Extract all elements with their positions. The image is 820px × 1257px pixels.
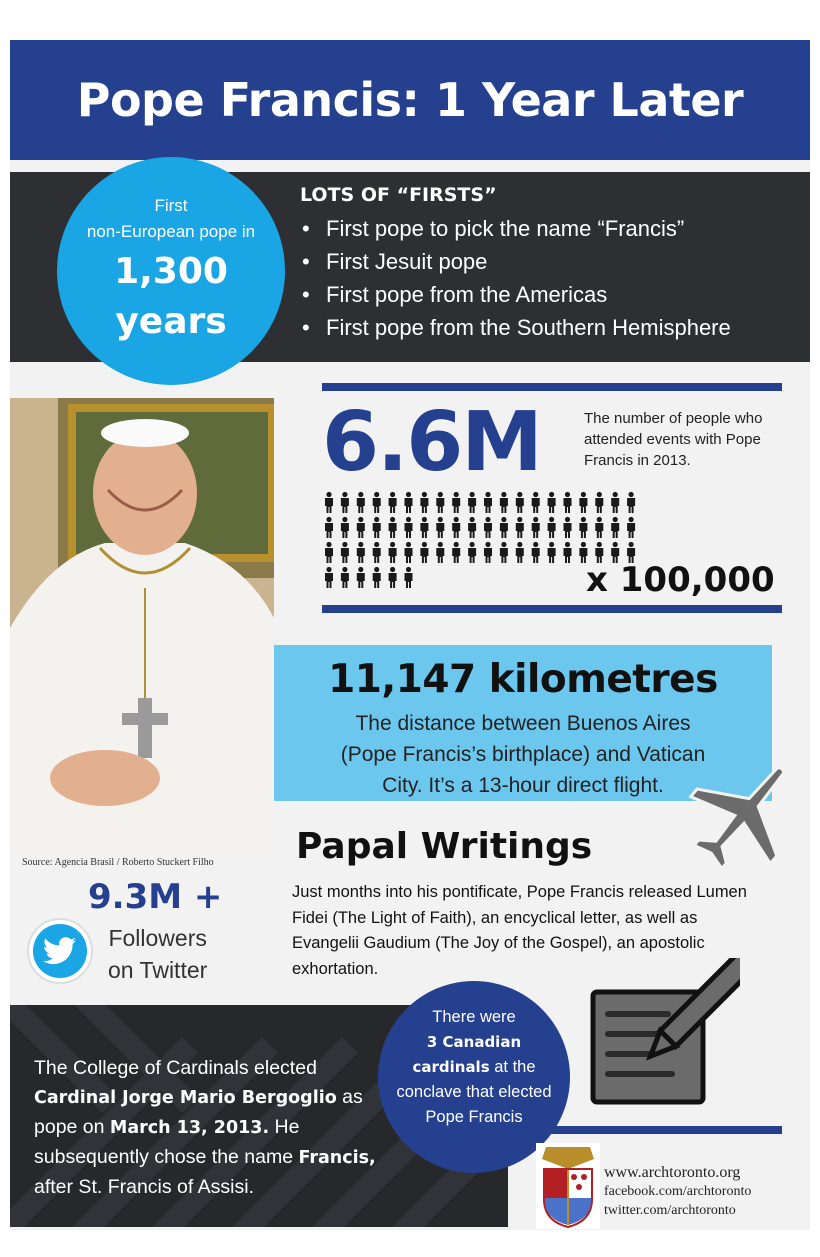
list-item: • First pope to pick the name “Francis” bbox=[302, 212, 731, 245]
person-icon bbox=[595, 492, 603, 513]
person-icon bbox=[548, 517, 556, 538]
circle-line-1: First bbox=[154, 196, 188, 215]
person-icon bbox=[564, 517, 572, 538]
facebook-link[interactable]: facebook.com/archtoronto bbox=[604, 1184, 752, 1199]
person-icon bbox=[627, 492, 635, 513]
person-icon bbox=[341, 542, 349, 563]
stat-bottom-rule bbox=[322, 605, 782, 613]
person-icon bbox=[452, 492, 460, 513]
person-icon bbox=[579, 492, 587, 513]
person-icon bbox=[389, 492, 397, 513]
person-icon bbox=[325, 492, 333, 513]
person-icon bbox=[484, 492, 492, 513]
canadian-cardinals-circle: There were 3 Canadian cardinals at the conclave that elected Pope Francis bbox=[378, 981, 570, 1173]
followers-line: on Twitter bbox=[108, 957, 208, 983]
election-text: The College of Cardinals elected Cardinal Jorge Mario Bergoglio as pope on March 13, 2013. He subsequently chose the name Francis, after St. Francis of Assisi. bbox=[34, 1057, 376, 1198]
person-icon bbox=[627, 517, 635, 538]
firsts-list bbox=[302, 212, 731, 344]
person-icon bbox=[500, 492, 508, 513]
list-item: • First Jesuit pope bbox=[302, 245, 731, 278]
person-icon bbox=[373, 492, 381, 513]
person-icon bbox=[436, 492, 444, 513]
twitter-bird-icon bbox=[33, 924, 87, 978]
person-icon bbox=[484, 542, 492, 563]
firsts-heading: LOTS OF “FIRSTS” bbox=[300, 184, 497, 206]
chosen-name: Francis, bbox=[298, 1148, 376, 1168]
person-icon bbox=[373, 517, 381, 538]
person-icon bbox=[468, 517, 476, 538]
person-icon bbox=[405, 567, 413, 588]
person-icon bbox=[341, 492, 349, 513]
distance-value: 11,147 kilometres bbox=[328, 657, 718, 702]
person-icon bbox=[373, 542, 381, 563]
writings-body: Just months into his pontificate, Pope Francis released Lumen Fidei (The Light of Faith), an encyclical letter, as well as Evangelii Gaudium (The Joy of the Gospel), an apostolic exhortation. bbox=[292, 883, 747, 978]
footer-links bbox=[604, 1163, 751, 1220]
person-icon bbox=[420, 492, 428, 513]
person-icon bbox=[500, 542, 508, 563]
distance-line: The distance between Buenos Aires bbox=[355, 712, 691, 735]
attendance-value: 6.6M bbox=[322, 395, 541, 490]
person-icon bbox=[436, 542, 444, 563]
person-icon bbox=[548, 542, 556, 563]
person-icon bbox=[357, 517, 365, 538]
person-icon bbox=[420, 517, 428, 538]
person-icon bbox=[452, 517, 460, 538]
person-icon bbox=[532, 517, 540, 538]
circle-line-2: non-European pope in bbox=[86, 222, 256, 241]
twitter-badge bbox=[27, 918, 93, 984]
person-icon bbox=[611, 492, 619, 513]
list-item: • First pope from the Americas bbox=[302, 278, 731, 311]
canadian-highlight: 3 Canadian cardinals bbox=[412, 1033, 522, 1076]
person-icon bbox=[516, 542, 524, 563]
website-link[interactable]: www.archtoronto.org bbox=[604, 1164, 741, 1181]
title-bar bbox=[10, 40, 810, 160]
person-icon bbox=[548, 492, 556, 513]
person-icon bbox=[564, 492, 572, 513]
person-icon bbox=[516, 492, 524, 513]
person-icon bbox=[516, 517, 524, 538]
person-icon bbox=[611, 517, 619, 538]
stat-top-rule bbox=[322, 383, 782, 391]
person-icon bbox=[564, 542, 572, 563]
followers-line: Followers bbox=[108, 925, 207, 951]
person-icon bbox=[373, 567, 381, 588]
person-icon bbox=[389, 567, 397, 588]
cardinal-name: Cardinal Jorge Mario Bergoglio bbox=[34, 1088, 337, 1108]
election-date: March 13, 2013. bbox=[109, 1118, 270, 1138]
non-european-circle bbox=[57, 157, 285, 385]
circle-unit: years bbox=[115, 301, 227, 342]
attendance-description: The number of people who attended events with Pope Francis in 2013. bbox=[584, 410, 763, 469]
person-icon bbox=[595, 517, 603, 538]
writings-title: Papal Writings bbox=[296, 826, 593, 867]
person-icon bbox=[389, 542, 397, 563]
person-icon bbox=[325, 542, 333, 563]
person-icon bbox=[405, 517, 413, 538]
distance-line: City. It’s a 13-hour direct flight. bbox=[382, 774, 664, 797]
distance-line: (Pope Francis’s birthplace) and Vatican bbox=[340, 743, 706, 766]
page-title: Pope Francis: 1 Year Later bbox=[76, 73, 744, 127]
person-icon bbox=[452, 542, 460, 563]
person-icon bbox=[579, 517, 587, 538]
document-pen-icon bbox=[590, 958, 740, 1108]
person-icon bbox=[405, 542, 413, 563]
person-icon bbox=[532, 492, 540, 513]
person-icon bbox=[341, 517, 349, 538]
person-icon bbox=[420, 542, 428, 563]
person-icon bbox=[341, 567, 349, 588]
person-icon bbox=[468, 542, 476, 563]
person-icon bbox=[357, 492, 365, 513]
person-icon bbox=[325, 517, 333, 538]
circle-number: 1,300 bbox=[114, 251, 228, 292]
pope-photo bbox=[10, 398, 274, 853]
person-icon bbox=[468, 492, 476, 513]
airplane-icon bbox=[688, 755, 800, 873]
person-icon bbox=[532, 542, 540, 563]
person-icon bbox=[325, 567, 333, 588]
person-icon bbox=[484, 517, 492, 538]
twitter-link[interactable]: twitter.com/archtoronto bbox=[604, 1203, 736, 1218]
list-item: • First pope from the Southern Hemisphere bbox=[302, 311, 731, 344]
person-icon bbox=[357, 542, 365, 563]
person-icon bbox=[405, 492, 413, 513]
photo-credit: Source: Agencia Brasil / Roberto Stuckert Filho bbox=[22, 857, 214, 868]
person-icon bbox=[436, 517, 444, 538]
twitter-followers-label bbox=[108, 922, 207, 986]
person-icon bbox=[500, 517, 508, 538]
person-icon bbox=[389, 517, 397, 538]
person-icon bbox=[357, 567, 365, 588]
attendance-multiplier: x 100,000 bbox=[586, 560, 775, 600]
archdiocese-crest-logo bbox=[536, 1143, 600, 1229]
twitter-followers-count: 9.3M + bbox=[88, 877, 223, 917]
